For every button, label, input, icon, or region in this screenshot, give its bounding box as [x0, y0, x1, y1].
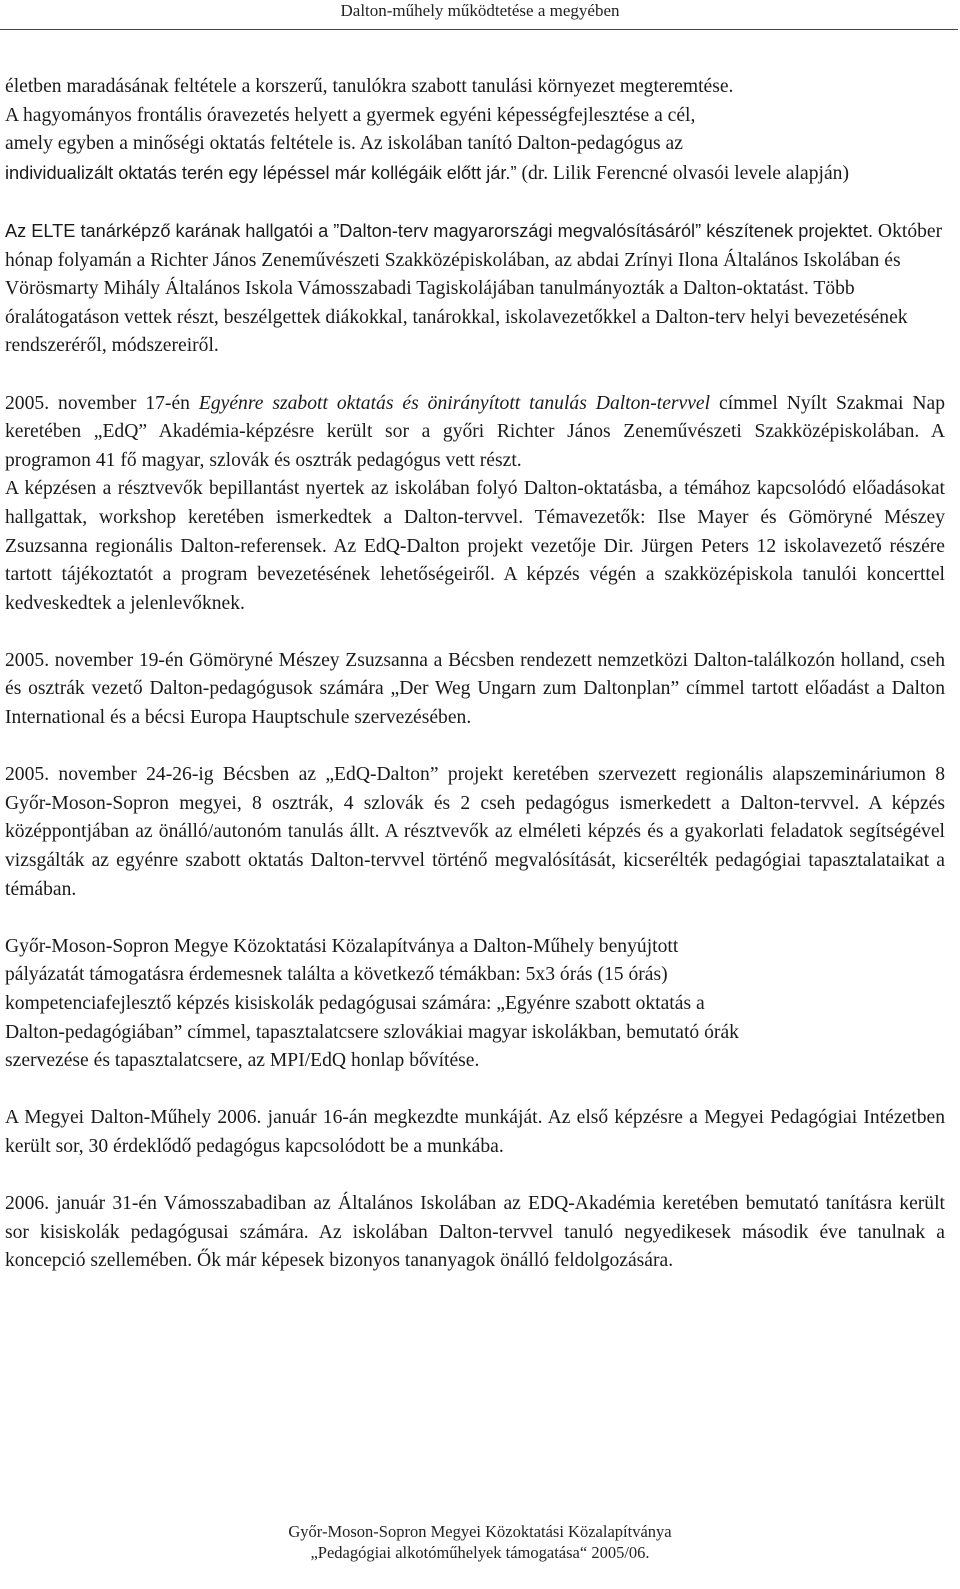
quote-line: életben maradásának feltétele a korszerű, tanulókra szabott tanulási környezet megteremtése.: [5, 76, 734, 97]
elte-project-text: Október hónap folyamán a Richter János Zeneművészeti Szakközépiskolában, az abdai Zrínyi Ilona Általános Iskolában és Vörösmarty Mihály Általános Iskola Vámosszabadi Tagiskolájában tanulmányozták a Dalton-oktatást. Több óralátogatáson vettek részt, beszélgettek diákokkal, tanárokkal, iskolavezetőkkel a Dalton-terv helyi bevezetésének rendszeréről, módszereiről.: [5, 220, 943, 357]
paragraph-workshop-start: A Megyei Dalton-Műhely 2006. január 16-án megkezdte munkáját. Az első képzésre a Megyei Pedagógiai Intézetben került sor, 30 érdeklődő pedagógus kapcsolódott be a munkába.: [5, 1107, 945, 1157]
grant-line: Dalton-pedagógiában” címmel, tapasztalatcsere szlovákiai magyar iskolákban, bemutató órák: [5, 1021, 739, 1043]
paragraph-quote: [5, 73, 945, 188]
paragraph-vienna-seminar: 2005. november 24-26-ig Bécsben az „EdQ-Dalton” projekt keretében szervezett regionális alapszemináriumon 8 Győr-Moson-Sopron megyei, 8 osztrák, 4 szlovák és 2 cseh pedagógus ismerkedett a Dalton-tervvel. A képzés középpontjában az önálló/autonóm tanulás állt. A résztvevők az elméleti képzés és a gyakorlati feladatok segítségével vizsgálták az egyénre szabott oktatás Dalton-tervvel történő megvalósítását, kicserélték pedagógiai tapasztalataikat a témában.: [5, 764, 945, 900]
page-footer: [0, 1521, 960, 1563]
quote-line: amely egyben a minőségi oktatás feltétele is. Az iskolában tanító Dalton-pedagógus az: [5, 133, 683, 155]
open-day-title: Egyénre szabott oktatás és önirányított tanulás Dalton-tervvel: [198, 392, 711, 414]
paragraph-demo-teaching: 2006. január 31-én Vámosszabadiban az Általános Iskolában az EDQ-Akadémia keretében bemutató tanításra került sor kisiskolák pedagógusai számára. Az iskolában Dalton-tervvel tanuló negyedikesek második éve tanulnak a koncepció szellemében. Ők már képesek bizonyos tananyagok önálló feldolgozására.: [5, 1193, 945, 1272]
grant-line: kompetenciafejlesztő képzés kisiskolák pedagógusai számára: „Egyénre szabott oktatás a: [5, 993, 705, 1014]
body-text: [5, 73, 945, 1276]
footer-program: „Pedagógiai alkotóműhelyek támogatása“ 2005/06.: [310, 1543, 650, 1562]
open-day-text: címmel Nyílt Szakmai Nap keretében „EdQ” Akadémia-képzésre került sor a győri Richter János Zeneművészeti Szakközépiskolában. A programon 41 fő magyar, szlovák és osztrák pedagógus vett részt.: [5, 392, 946, 471]
paragraph-elte-project: [5, 217, 945, 361]
grant-line: pályázatát támogatásra érdemesnek találta a következő témákban: 5x3 órás (15 órás): [5, 964, 668, 986]
paragraph-vienna-lecture: 2005. november 19-én Gömöryné Mészey Zsuzsanna a Bécsben rendezett nemzetközi Dalton-találkozón holland, cseh és osztrák vezető Dalton-pedagógusok számára „Der Weg Ungarn zum Daltonplan” címmel tartott előadást a Dalton International és a bécsi Europa Hauptschule szervezésében.: [5, 649, 945, 729]
grant-line: szervezése és tapasztalatcsere, az MPI/EdQ honlap bővítése.: [5, 1050, 480, 1072]
quote-source: (dr. Lilik Ferencné olvasói levele alapján): [516, 162, 849, 184]
quote-line: A hagyományos frontális óravezetés helyett a gyermek egyéni képességfejlesztése a cél,: [5, 104, 696, 126]
footer-organization: Győr-Moson-Sopron Megyei Közoktatási Közalapítványa: [288, 1522, 672, 1541]
elte-project-lead: Az ELTE tanárképző karának hallgatói a ”Dalton-terv magyarországi megvalósításáról” készítenek projektet.: [5, 220, 874, 241]
paragraph-open-day: [5, 390, 945, 476]
paragraph-foundation-grant: [5, 933, 945, 1076]
header-divider: [0, 29, 958, 30]
open-day-date: 2005. november 17-én: [5, 392, 199, 414]
paragraph-training: A képzésen a résztvevők bepillantást nyertek az iskolában folyó Dalton-oktatásba, a témához kapcsolódó előadásokat hallgattak, workshop keretében ismerkedtek a Dalton-tervvel. Témavezetők: Ilse Mayer és Gömöryné Mészey Zsuzsanna regionális Dalton-referensek. Az EdQ-Dalton projekt vezetője Dir. Jürgen Peters 12 iskolavezető részére tartott tájékoztatót a program bevezetésének lehetőségeiről. A képzés végén a szakközépiskola tanulói koncerttel kedveskedtek a jelenlevőknek.: [5, 478, 945, 614]
grant-line: Győr-Moson-Sopron Megye Közoktatási Közalapítványa a Dalton-Műhely benyújtott: [5, 935, 679, 957]
running-header: Dalton-műhely működtetése a megyében: [340, 1, 620, 20]
quote-closing-text: individualizált oktatás terén egy lépéssel már kollégáik előtt jár.”: [5, 162, 517, 183]
